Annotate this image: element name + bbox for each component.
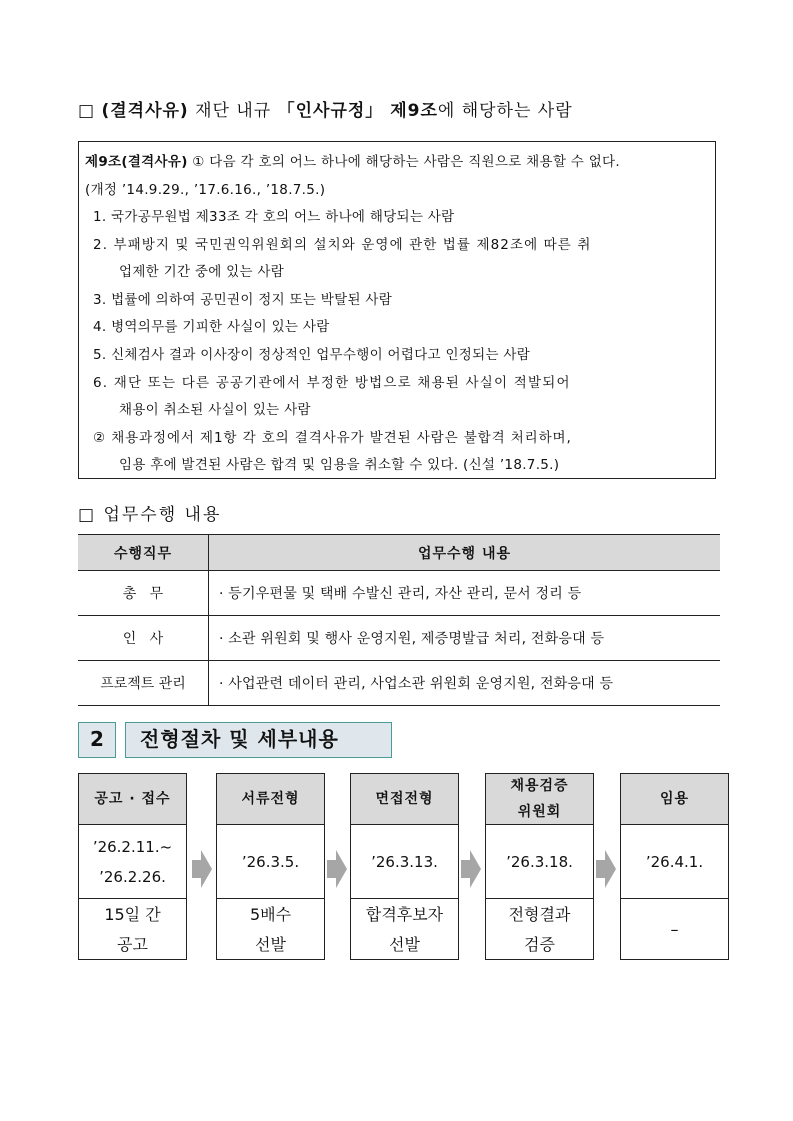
stage-name: 채용검증 위원회	[486, 774, 593, 825]
right-arrow-icon	[596, 850, 616, 888]
article-title: 제9조(결격사유)	[85, 154, 188, 170]
right-arrow-icon	[192, 850, 212, 888]
article-para2: ② 채용과정에서 제1항 각 호의 결격사유가 발견된 사람은 불합격 처리하며,	[93, 430, 572, 446]
desc-cell: · 등기우편물 및 택배 수발신 관리, 자산 관리, 문서 정리 등	[209, 571, 721, 616]
stage-note: 전형결과 검증	[508, 904, 571, 954]
article-para1	[85, 150, 620, 170]
process-stage	[78, 773, 187, 960]
article-amend: (개정 ’14.9.29., ’17.6.16., ’18.7.5.)	[85, 182, 326, 198]
table-row	[78, 571, 720, 616]
disqualification-heading	[78, 96, 573, 121]
column-header: 업무수행 내용	[209, 535, 721, 571]
desc-cell: · 소관 위원회 및 행사 운영지원, 제증명발급 처리, 전화응대 등	[209, 616, 721, 661]
desc-cell: · 사업관련 데이터 관리, 사업소관 위원회 운영지원, 전화응대 등	[209, 661, 721, 706]
duties-table	[78, 534, 720, 706]
heading-label: (결격사유)	[101, 101, 189, 121]
role-cell: 인 사	[78, 616, 209, 661]
stage-date: ’26.3.5.	[217, 825, 324, 899]
stage-note: 15일 간 공고	[104, 904, 161, 954]
article-box	[78, 141, 716, 479]
article-para2-cont: 임용 후에 발견된 사람은 합격 및 임용을 취소할 수 있다. (신설 ’18.7.5.)	[119, 457, 560, 473]
stage-note: 합격후보자 선발	[365, 904, 444, 954]
article-item-cont: 채용이 취소된 사실이 있는 사람	[119, 402, 311, 418]
article-item-cont: 업제한 기간 중에 있는 사람	[119, 264, 285, 280]
stage-name: 임용	[621, 774, 728, 825]
article-item: 4. 병역의무를 기피한 사실이 있는 사람	[93, 319, 330, 335]
stage-date: ’26.2.11.~ ’26.2.26.	[79, 825, 186, 899]
column-header: 수행직무	[78, 535, 209, 571]
process-stage	[216, 773, 325, 960]
stage-note: 5배수 선발	[249, 904, 292, 954]
heading-regulation: 「인사규정」 제9조	[277, 101, 438, 121]
section-number: 2	[78, 722, 116, 758]
article-item: 5. 신체검사 결과 이사장이 정상적인 업무수행이 어렵다고 인정되는 사람	[93, 347, 531, 363]
stage-name: 서류전형	[217, 774, 324, 825]
article-item: 3. 법률에 의하여 공민권이 정지 또는 박탈된 사람	[93, 292, 393, 308]
stage-name: 공고 · 접수	[79, 774, 186, 825]
article-item: 1. 국가공무원법 제33조 각 호의 어느 하나에 해당되는 사람	[93, 209, 455, 225]
article-para1-text: ① 다음 각 호의 어느 하나에 해당하는 사람은 직원으로 채용할 수 없다.	[192, 154, 620, 170]
article-item: 2. 부패방지 및 국민권익위원회의 설치와 운영에 관한 법률 제82조에 따른 취	[93, 237, 592, 253]
table-row	[78, 661, 720, 706]
process-stage	[620, 773, 729, 960]
checkbox-square-icon: □	[78, 101, 96, 121]
role-cell: 총 무	[78, 571, 209, 616]
duties-heading: □ 업무수행 내용	[78, 505, 222, 525]
process-stage	[350, 773, 459, 960]
heading-text-tail: 에 해당하는 사람	[437, 101, 573, 121]
stage-date: ’26.4.1.	[621, 825, 728, 899]
section-title: 전형절차 및 세부내용	[125, 722, 392, 758]
role-cell: 프로젝트 관리	[78, 661, 209, 706]
article-item: 6. 재단 또는 다른 공공기관에서 부정한 방법으로 채용된 사실이 적발되어	[93, 375, 571, 391]
table-row	[78, 616, 720, 661]
right-arrow-icon	[461, 850, 481, 888]
process-stage	[485, 773, 594, 960]
table-header-row	[78, 535, 720, 571]
stage-date: ’26.3.13.	[351, 825, 458, 899]
heading-text: 재단 내규	[195, 101, 272, 121]
stage-name: 면접전형	[351, 774, 458, 825]
stage-note: –	[670, 919, 679, 939]
stage-date: ’26.3.18.	[486, 825, 593, 899]
right-arrow-icon	[327, 850, 347, 888]
